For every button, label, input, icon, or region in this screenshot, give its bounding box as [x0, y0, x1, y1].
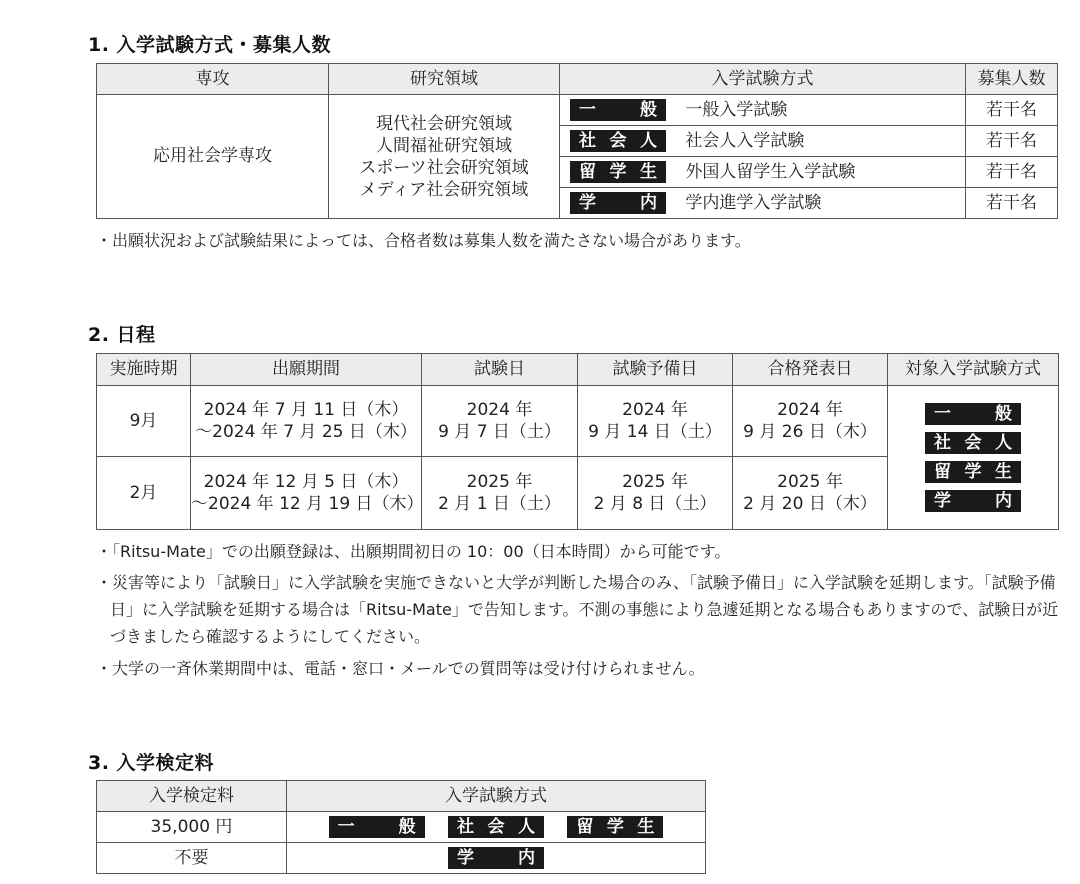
col-header-period: 実施時期	[97, 354, 191, 386]
fee-table	[96, 780, 706, 874]
count-cell: 若干名	[966, 188, 1058, 219]
reserve-year: 2024 年	[622, 400, 688, 420]
exam-cell	[422, 386, 578, 457]
result-cell	[733, 386, 888, 457]
badge-intl: 留 学 生	[567, 816, 663, 838]
exam-year: 2025 年	[466, 472, 533, 492]
exam-cell	[422, 457, 578, 530]
method-label: 外国人留学生入学試験	[685, 162, 856, 182]
reserve-date: 2 月 8 日（土）	[593, 494, 717, 514]
apply-cell	[191, 386, 422, 457]
result-date: 2 月 20 日（木）	[743, 494, 877, 514]
badge-general: 一 般	[570, 99, 666, 121]
col-header-major: 専攻	[97, 64, 329, 95]
exam-date: 2 月 1 日（土）	[438, 494, 561, 514]
count-cell: 若干名	[966, 95, 1058, 126]
exam-year: 2024 年	[466, 400, 533, 420]
method-label: 学内進学入学試験	[685, 193, 822, 213]
section-2-title: 2. 日程	[88, 324, 156, 346]
method-label: 一般入学試験	[685, 100, 788, 120]
exam-method-table	[96, 63, 1058, 219]
schedule-note-1: ・「Ritsu-Mate」での出願登録は、出願期間初日の 10：00（日本時間）から可能です。	[96, 542, 731, 561]
badge-working: 社 会 人	[570, 130, 666, 152]
badge-internal: 学 内	[570, 192, 666, 214]
fee-methods-cell	[287, 812, 706, 843]
method-row-intl	[560, 157, 966, 188]
result-year: 2025 年	[777, 472, 843, 492]
badge-internal: 学 内	[448, 847, 544, 869]
method-row-working	[560, 126, 966, 157]
col-header-target: 対象入学試験方式	[888, 354, 1059, 386]
method-row-internal	[560, 188, 966, 219]
period-cell: 9月	[97, 386, 191, 457]
apply-to: ～2024 年 12 月 19 日（木）	[191, 494, 424, 514]
badge-internal: 学 内	[925, 490, 1021, 512]
schedule-note-3: ・大学の一斉休業期間中は、電話・窓口・メールでの質問等は受け付けられません。	[96, 659, 705, 678]
target-methods-cell	[888, 386, 1059, 530]
apply-to: ～2024 年 7 月 25 日（木）	[195, 422, 417, 442]
reserve-year: 2025 年	[622, 472, 688, 492]
area-item: 現代社会研究領域	[376, 113, 512, 134]
fee-methods-cell	[287, 843, 706, 874]
fee-cell: 35,000 円	[97, 812, 287, 843]
count-cell: 若干名	[966, 126, 1058, 157]
reserve-cell	[578, 457, 733, 530]
col-header-reserve: 試験予備日	[578, 354, 733, 386]
section-1-title: 1. 入学試験方式・募集人数	[88, 34, 332, 56]
col-header-result: 合格発表日	[733, 354, 888, 386]
badge-general: 一 般	[329, 816, 425, 838]
count-cell: 若干名	[966, 157, 1058, 188]
area-item: メディア社会研究領域	[359, 179, 529, 200]
col-header-method: 入学試験方式	[560, 64, 966, 95]
area-item: スポーツ社会研究領域	[359, 157, 529, 178]
apply-from: 2024 年 12 月 5 日（木）	[203, 472, 409, 492]
badge-intl: 留 学 生	[925, 461, 1021, 483]
apply-cell	[191, 457, 422, 530]
badge-working: 社 会 人	[925, 432, 1021, 454]
method-label: 社会人入学試験	[685, 131, 805, 151]
result-cell	[733, 457, 888, 530]
col-header-method: 入学試験方式	[287, 781, 706, 812]
major-cell: 応用社会学専攻	[97, 95, 329, 219]
fee-cell: 不要	[97, 843, 287, 874]
badge-intl: 留 学 生	[570, 161, 666, 183]
badge-working: 社 会 人	[448, 816, 544, 838]
badge-general: 一 般	[925, 403, 1021, 425]
col-header-exam: 試験日	[422, 354, 578, 386]
exam-date: 9 月 7 日（土）	[438, 422, 561, 442]
col-header-count: 募集人数	[966, 64, 1058, 95]
apply-from: 2024 年 7 月 11 日（木）	[203, 400, 409, 420]
section-3-title: 3. 入学検定料	[88, 752, 215, 774]
period-cell: 2月	[97, 457, 191, 530]
col-header-fee: 入学検定料	[97, 781, 287, 812]
method-row-general	[560, 95, 966, 126]
col-header-apply: 出願期間	[191, 354, 422, 386]
reserve-cell	[578, 386, 733, 457]
area-item: 人間福祉研究領域	[376, 135, 512, 156]
table-row	[97, 812, 706, 843]
table1-note: ・出願状況および試験結果によっては、合格者数は募集人数を満たさない場合があります。	[96, 231, 751, 250]
result-year: 2024 年	[777, 400, 843, 420]
col-header-area: 研究領域	[329, 64, 560, 95]
result-date: 9 月 26 日（木）	[743, 422, 877, 442]
reserve-date: 9 月 14 日（土）	[588, 422, 722, 442]
schedule-table	[96, 353, 1059, 530]
areas-cell	[329, 95, 560, 219]
table-row	[97, 386, 1059, 457]
schedule-note-2: ・災害等により「試験日」に入学試験を実施できないと大学が判断した場合のみ、「試験予備日」に入学試験を延期します。「試験予備日」に入学試験を延期する場合は「Ritsu-Mate」で告知します。不測の事態により急遽延期となる場合もありますので、試験日が近づきましたら確認するようにしてください。	[96, 573, 1059, 646]
table-row	[97, 843, 706, 874]
